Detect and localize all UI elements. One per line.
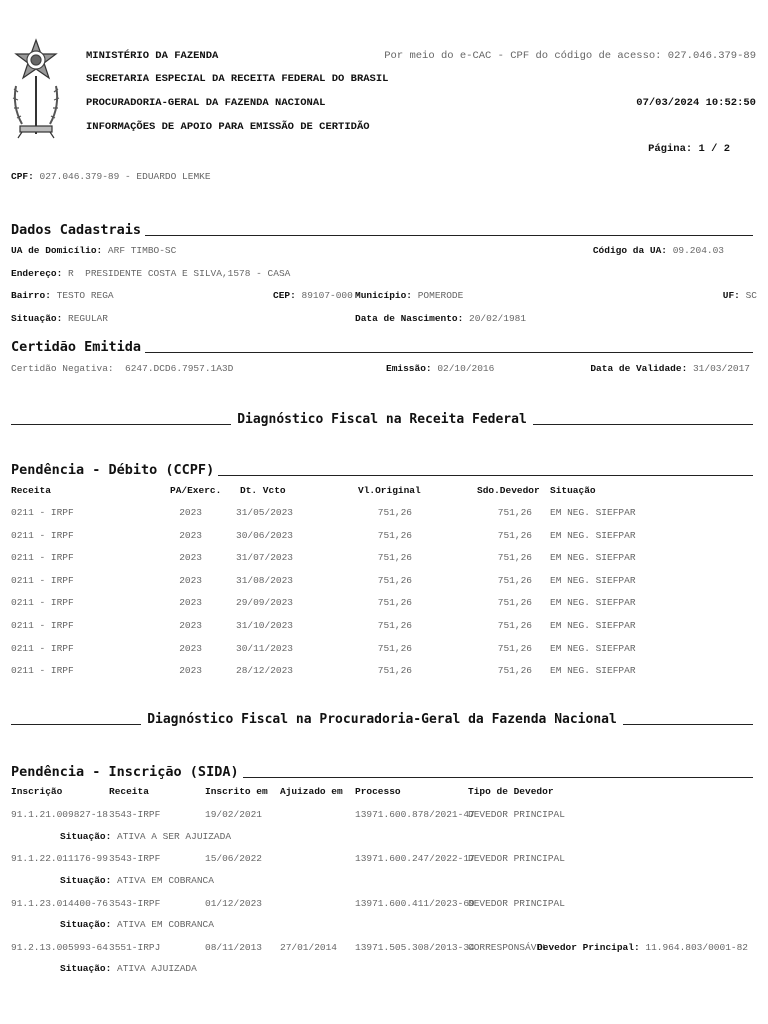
sida-situacao: Situação: ATIVA EM COBRANCA: [60, 919, 214, 931]
section-title: Pendência - Débito (CCPF): [11, 462, 218, 478]
col-tipo-devedor: Tipo de Devedor: [468, 786, 554, 797]
table-cell: 0211 - IRPF: [11, 642, 74, 654]
table-cell: 01/12/2023: [205, 897, 263, 909]
table-cell: 13971.505.308/2013-34: [355, 941, 475, 953]
table-cell: 91.1.23.014400-76: [11, 897, 108, 909]
table-cell: 751,26: [377, 529, 412, 541]
table-cell: 0211 - IRPF: [11, 529, 74, 541]
section-pendencia-ccpf: [11, 460, 753, 476]
table-cell: 751,26: [497, 552, 532, 564]
table-cell: 31/08/2023: [236, 574, 294, 586]
table-cell: 3543-IRPF: [109, 853, 161, 865]
table-cell: 13971.600.878/2021-47: [355, 809, 475, 820]
col-ajuizado-em: Ajuizado em: [280, 786, 343, 797]
table-cell: EM NEG. SIEFPAR: [550, 620, 636, 631]
col-situacao: Situação: [550, 485, 596, 496]
table-cell: 0211 - IRPF: [11, 552, 74, 564]
table-cell: 3551-IRPJ: [109, 941, 161, 953]
col-dt-vcto: Dt. Vcto: [240, 485, 286, 496]
table-cell: EM NEG. SIEFPAR: [550, 597, 636, 609]
table-cell: DEVEDOR PRINCIPAL: [468, 897, 565, 909]
cpf-value: 027.046.379-89 - EDUARDO LEMKE: [39, 171, 211, 182]
sida-situacao: Situação: ATIVA EM COBRANCA: [60, 874, 214, 886]
section-title: Certidão Emitida: [11, 339, 145, 355]
coat-of-arms-icon: [8, 36, 64, 142]
section-certidao-emitida: [11, 337, 753, 353]
col-pa-exerc: PA/Exerc.: [170, 485, 222, 496]
table-cell: 751,26: [377, 642, 412, 654]
section-pendencia-sida: [11, 762, 753, 778]
table-cell: 28/12/2023: [236, 665, 294, 677]
table-cell: 2023: [179, 620, 202, 631]
table-cell: 08/11/2013: [205, 941, 263, 953]
cpf-line: [11, 171, 211, 182]
endereco: Endereço: R PRESIDENTE COSTA E SILVA,1578 - CASA: [11, 268, 291, 279]
diag-title: Diagnóstico Fiscal na Receita Federal: [237, 412, 527, 427]
table-cell: 13971.600.247/2022-17: [355, 853, 475, 865]
table-cell: 2023: [179, 574, 202, 586]
table-cell: 2023: [179, 507, 202, 518]
col-processo: Processo: [355, 786, 401, 797]
table-cell: 91.1.22.011176-99: [11, 853, 108, 865]
data-validade: Data de Validade: 31/03/2017: [590, 363, 750, 374]
table-cell: 31/05/2023: [236, 507, 294, 518]
table-cell: 0211 - IRPF: [11, 620, 74, 631]
table-cell: 0211 - IRPF: [11, 574, 74, 586]
table-cell: EM NEG. SIEFPAR: [550, 529, 636, 541]
section-dados-cadastrais: [11, 220, 753, 236]
emission-datetime: 07/03/2024 10:52:50: [636, 97, 756, 109]
diag-title: Diagnóstico Fiscal na Procuradoria-Geral da Fazenda Nacional: [147, 712, 617, 727]
col-receita: Receita: [11, 485, 51, 496]
data-nascimento: Data de Nascimento: 20/02/1981: [355, 313, 527, 324]
table-cell: 751,26: [497, 642, 532, 654]
table-cell: 3543-IRPF: [109, 897, 161, 909]
certidao-negativa: Certidão Negativa: 6247.DCD6.7957.1A3D: [11, 363, 234, 374]
header-informacoes: INFORMAÇÕES DE APOIO PARA EMISSÃO DE CERTIDÃO: [86, 121, 370, 133]
table-cell: EM NEG. SIEFPAR: [550, 665, 636, 677]
table-cell: 751,26: [377, 665, 412, 677]
table-cell: 751,26: [497, 574, 532, 586]
col-inscrito-em: Inscrito em: [205, 786, 268, 797]
table-cell: EM NEG. SIEFPAR: [550, 642, 636, 654]
header-secretaria: SECRETARIA ESPECIAL DA RECEITA FEDERAL DO BRASIL: [86, 73, 389, 85]
table-cell: 91.2.13.005993-64: [11, 941, 108, 953]
table-cell: 30/06/2023: [236, 529, 294, 541]
table-cell: 3543-IRPF: [109, 809, 161, 820]
table-cell: 751,26: [497, 665, 532, 677]
access-info: Por meio do e-CAC - CPF do código de acesso: 027.046.379-89: [384, 50, 756, 62]
table-cell: 751,26: [497, 597, 532, 609]
table-cell: 751,26: [377, 597, 412, 609]
section-title: Pendência - Inscrição (SIDA): [11, 764, 243, 780]
table-cell: 30/11/2023: [236, 642, 294, 654]
col-vl-original: Vl.Original: [358, 485, 421, 496]
table-cell: CORRESPONSÁVEL: [468, 941, 548, 953]
header-ministry: MINISTÉRIO DA FAZENDA: [86, 50, 219, 62]
table-cell: EM NEG. SIEFPAR: [550, 574, 636, 586]
diag-receita-federal: [11, 411, 753, 427]
col-inscricao: Inscrição: [11, 786, 63, 797]
table-cell: 29/09/2023: [236, 597, 294, 609]
table-cell: 2023: [179, 552, 202, 564]
diag-pgfn: [11, 711, 753, 727]
table-cell: DEVEDOR PRINCIPAL: [468, 809, 565, 820]
cep: CEP: 89107-000: [273, 290, 353, 301]
table-cell: 0211 - IRPF: [11, 665, 74, 677]
table-cell: 751,26: [497, 507, 532, 518]
header-procuradoria: PROCURADORIA-GERAL DA FAZENDA NACIONAL: [86, 97, 326, 109]
situacao-cadastral: Situação: REGULAR: [11, 313, 108, 324]
uf: UF: SC: [722, 290, 757, 301]
table-cell: EM NEG. SIEFPAR: [550, 552, 636, 564]
table-cell: 31/07/2023: [236, 552, 294, 564]
table-cell: 751,26: [377, 552, 412, 564]
ua-domicilio: UA de Domicílio: ARF TIMBO-SC: [11, 245, 177, 256]
table-cell: 19/02/2021: [205, 809, 263, 820]
devedor-principal: Devedor Principal: 11.964.803/0001-82: [537, 941, 748, 953]
page-number: Página: 1 / 2: [648, 143, 730, 155]
codigo-ua: Código da UA: 09.204.03: [592, 245, 724, 256]
table-cell: DEVEDOR PRINCIPAL: [468, 853, 565, 865]
table-cell: 751,26: [497, 620, 532, 631]
table-cell: 2023: [179, 529, 202, 541]
table-cell: 751,26: [377, 620, 412, 631]
section-title: Dados Cadastrais: [11, 222, 145, 238]
col-receita: Receita: [109, 786, 149, 797]
table-cell: 2023: [179, 665, 202, 677]
table-cell: EM NEG. SIEFPAR: [550, 507, 636, 518]
cpf-label: CPF:: [11, 171, 34, 182]
table-cell: 27/01/2014: [280, 941, 338, 953]
table-cell: 751,26: [377, 507, 412, 518]
table-cell: 2023: [179, 642, 202, 654]
table-cell: 91.1.21.009827-18: [11, 809, 108, 820]
table-cell: 0211 - IRPF: [11, 507, 74, 518]
table-cell: 2023: [179, 597, 202, 609]
table-cell: 751,26: [377, 574, 412, 586]
sida-situacao: Situação: ATIVA A SER AJUIZADA: [60, 830, 232, 842]
bairro: Bairro: TESTO REGA: [11, 290, 114, 301]
col-sdo-devedor: Sdo.Devedor: [477, 485, 540, 496]
emissao: Emissão: 02/10/2016: [386, 363, 495, 374]
sida-situacao: Situação: ATIVA AJUIZADA: [60, 963, 197, 975]
table-cell: 751,26: [497, 529, 532, 541]
municipio: Município: POMERODE: [355, 290, 464, 301]
table-cell: 13971.600.411/2023-69: [355, 897, 475, 909]
table-cell: 15/06/2022: [205, 853, 263, 865]
table-cell: 31/10/2023: [236, 620, 294, 631]
table-cell: 0211 - IRPF: [11, 597, 74, 609]
